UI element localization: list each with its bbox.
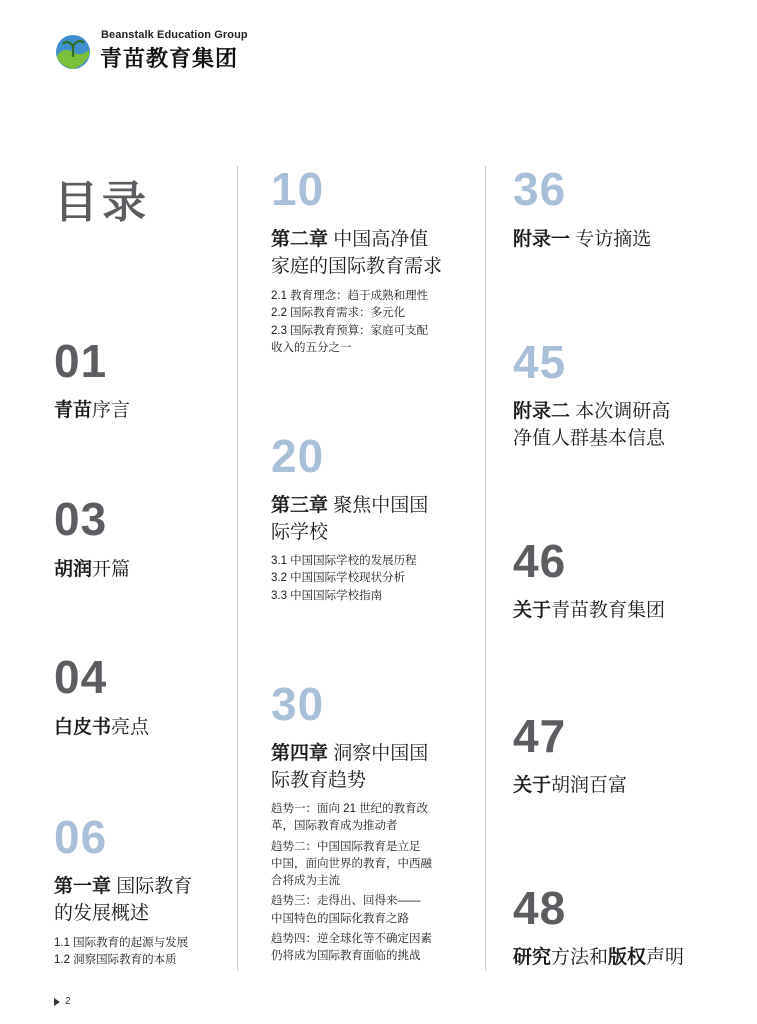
page-number-47: 47 — [513, 710, 567, 762]
subsection[interactable]: 3.1 中国国际学校的发展历程 — [271, 555, 417, 567]
page-number-30: 30 — [271, 678, 325, 730]
play-arrow-icon — [54, 998, 60, 1006]
brand-logo — [53, 28, 273, 70]
page-number-36: 36 — [513, 163, 567, 215]
subsection[interactable]: 趋势二：中国国际教育是立足 — [271, 840, 421, 853]
toc-entry-methodology-copyright[interactable]: 研究方法和版权声明 — [513, 947, 685, 968]
subsection[interactable]: 2.3 国际教育预算：家庭可支配 — [271, 324, 429, 337]
subsection: 收入的五分之一 — [271, 341, 352, 354]
toc-title: 目录 — [54, 178, 150, 227]
page-number-06: 06 — [54, 811, 108, 863]
toc-entry-chapter-4[interactable]: 第四章 洞察中国国 际教育趋势 — [271, 743, 429, 791]
brand-name-zh: 青苗教育集团 — [100, 46, 239, 71]
subsection: 仍将成为国际教育面临的挑战 — [271, 950, 421, 962]
toc-entry-chapter-2[interactable]: 第二章 中国高净值 家庭的国际教育需求 — [271, 229, 443, 277]
subsection[interactable]: 趋势一：面向 21 世纪的教育改 — [271, 803, 429, 815]
page-number-46: 46 — [513, 535, 567, 587]
footer-page-number: 2 — [65, 996, 71, 1007]
toc-entry-appendix-2[interactable]: 附录二 本次调研高 净值人群基本信息 — [513, 401, 671, 449]
page-number-45: 45 — [513, 336, 567, 388]
subsection[interactable]: 1.2 洞察国际教育的本质 — [54, 954, 177, 967]
page-number-20: 20 — [271, 430, 325, 482]
chapter-1-subsections — [54, 935, 188, 970]
toc-entry-about-beanstalk[interactable]: 关于青苗教育集团 — [513, 600, 666, 621]
toc-entry-preface[interactable]: 青苗序言 — [54, 400, 131, 421]
column-divider-1 — [237, 166, 238, 971]
chapter-3-subsections — [271, 553, 417, 605]
toc-entry-appendix-1[interactable]: 附录一 专访摘选 — [513, 229, 652, 250]
subsection: 中国，面向世界的教育，中西融 — [271, 857, 432, 870]
subsection: 合将成为主流 — [271, 875, 340, 887]
subsection[interactable]: 3.3 中国国际学校指南 — [271, 589, 383, 602]
page-number-01: 01 — [54, 335, 108, 387]
subsection[interactable]: 2.1 教育理念：趋于成熟和理性 — [271, 290, 429, 302]
subsection[interactable]: 趋势三：走得出、回得来—— — [271, 895, 421, 908]
subsection[interactable]: 趋势四：逆全球化等不确定因素 — [271, 932, 432, 945]
subsection: 革，国际教育成为推动者 — [271, 820, 398, 833]
toc-entry-hurun-opening[interactable]: 胡润开篇 — [54, 559, 131, 580]
page-number-04: 04 — [54, 651, 108, 703]
brand-name-en: Beanstalk Education Group — [101, 29, 248, 41]
subsection: 中国特色的国际化教育之路 — [271, 912, 409, 925]
column-divider-2 — [485, 166, 486, 971]
toc-entry-chapter-1[interactable]: 第一章 国际教育 的发展概述 — [54, 876, 193, 924]
chapter-2-subsections — [271, 288, 428, 357]
page-number-10: 10 — [271, 163, 325, 215]
subsection[interactable]: 1.1 国际教育的起源与发展 — [54, 937, 189, 949]
page-number-03: 03 — [54, 493, 108, 545]
sprout-globe-icon — [53, 30, 93, 70]
subsection[interactable]: 3.2 中国国际学校现状分析 — [271, 572, 406, 585]
toc-entry-highlights[interactable]: 白皮书亮点 — [54, 717, 150, 738]
toc-entry-chapter-3[interactable]: 第三章 聚焦中国国 际学校 — [271, 495, 429, 543]
chapter-4-subsections — [271, 801, 432, 965]
page-number-48: 48 — [513, 882, 567, 934]
toc-entry-about-hurun[interactable]: 关于胡润百富 — [513, 775, 628, 796]
subsection[interactable]: 2.2 国际教育需求：多元化 — [271, 307, 406, 320]
